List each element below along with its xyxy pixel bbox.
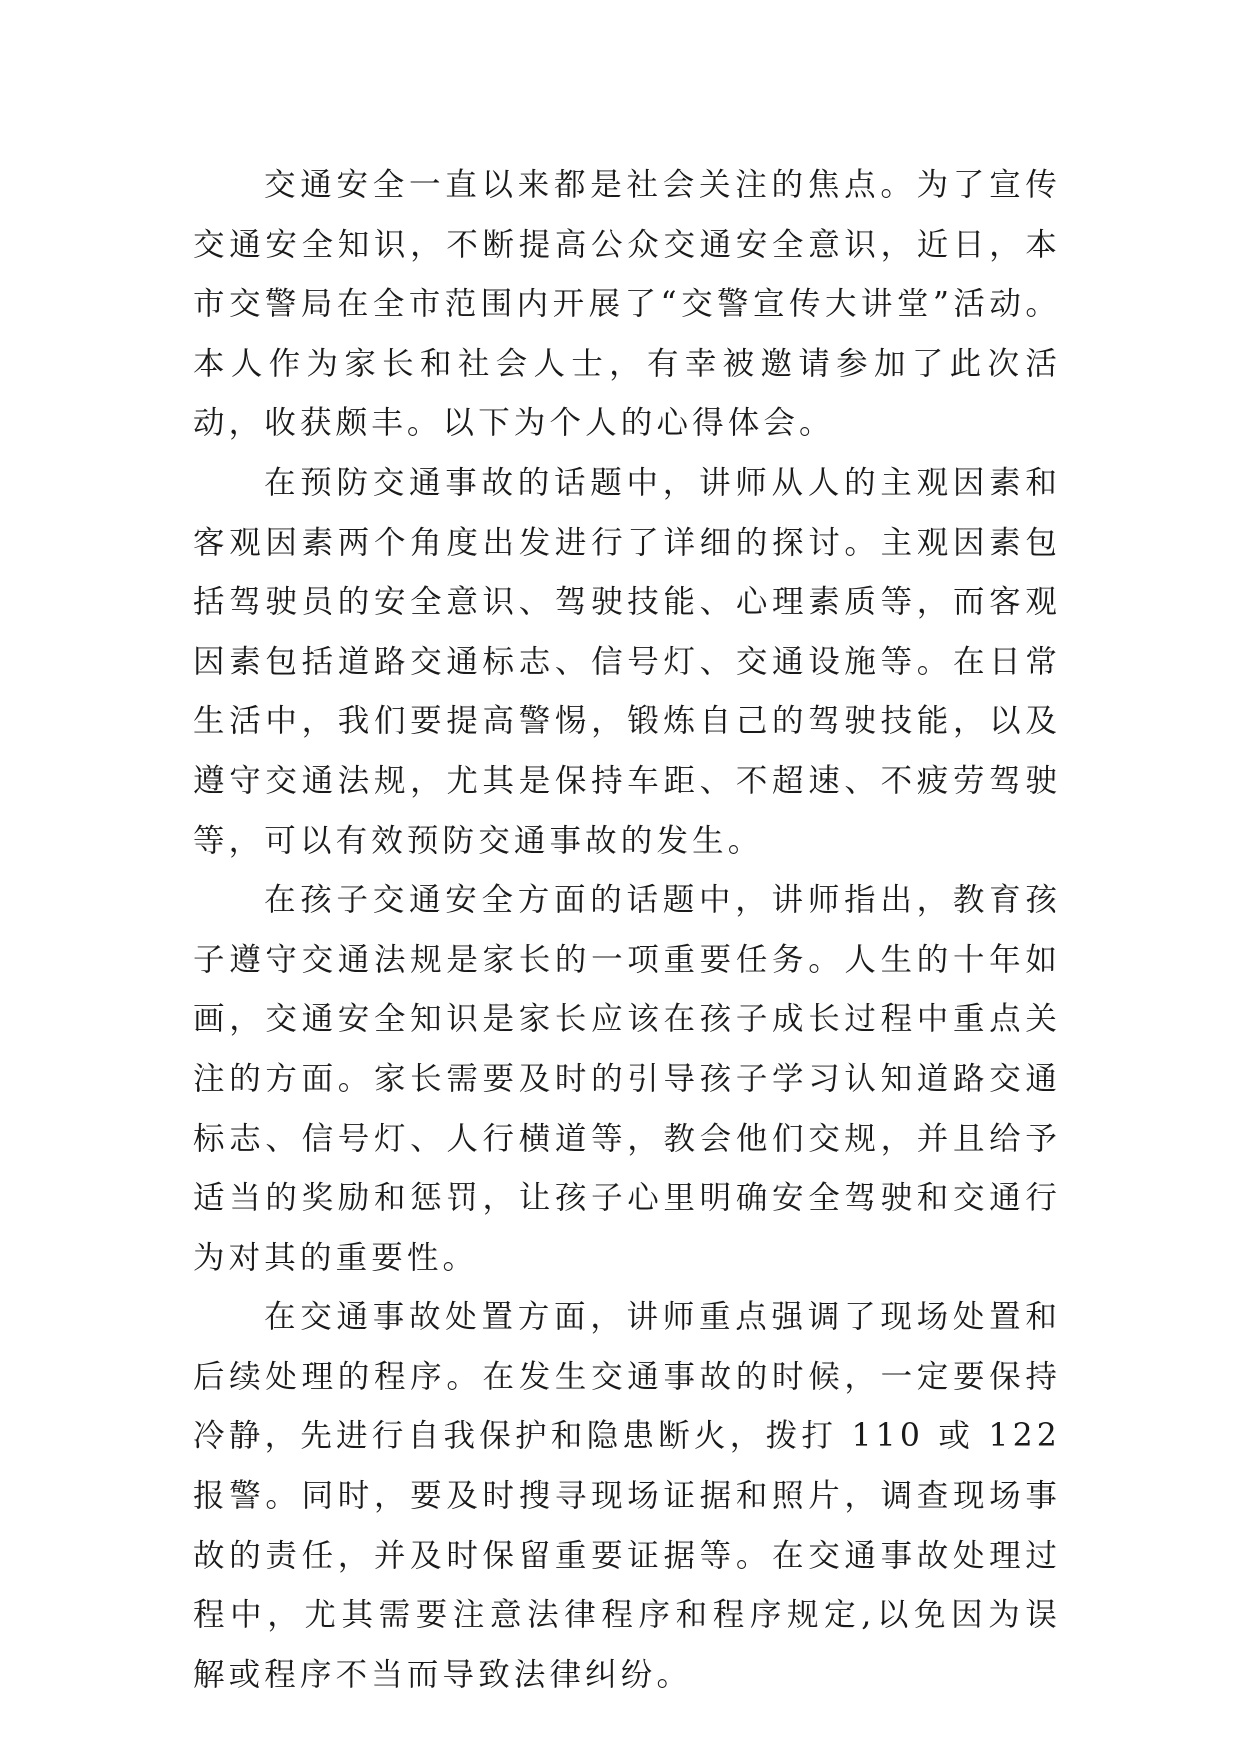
document-body [193, 156, 1061, 1705]
paragraph-child-safety: 在孩子交通安全方面的话题中，讲师指出，教育孩子遵守交通法规是家长的一项重要任务。人生的十年如画，交通安全知识是家长应该在孩子成长过程中重点关注的方面。家长需要及时的引导孩子学习认知道路交通标志、信号灯、人行横道等，教会他们交规，并且给予适当的奖励和惩罚，让孩子心里明确安全驾驶和交通行为对其的重要性。 [193, 882, 1061, 1276]
paragraph-accident-prevention: 在预防交通事故的话题中，讲师从人的主观因素和客观因素两个角度出发进行了详细的探讨。主观因素包括驾驶员的安全意识、驾驶技能、心理素质等，而客观因素包括道路交通标志、信号灯、交通设施等。在日常生活中，我们要提高警惕，锻炼自己的驾驶技能，以及遵守交通法规，尤其是保持车距、不超速、不疲劳驾驶等，可以有效预防交通事故的发生。 [193, 464, 1061, 859]
paragraph-intro: 交通安全一直以来都是社会关注的焦点。为了宣传交通安全知识，不断提高公众交通安全意识，近日，本市交警局在全市范围内开展了“交警宣传大讲堂”活动。本人作为家长和社会人士，有幸被邀请参加了此次活动，收获颇丰。以下为个人的心得体会。 [193, 167, 1061, 442]
paragraph-accident-handling: 在交通事故处置方面，讲师重点强调了现场处置和后续处理的程序。在发生交通事故的时候，一定要保持冷静，先进行自我保护和隐患断火，拨打 110 或 122 报警。同时，要及时搜寻现场证据和照片，调查现场事故的责任，并及时保留重要证据等。在交通事故处理过程中，尤其需要注意法律程序和程序规定,以免因为误解或程序不当而导致法律纠纷。 [193, 1299, 1061, 1693]
